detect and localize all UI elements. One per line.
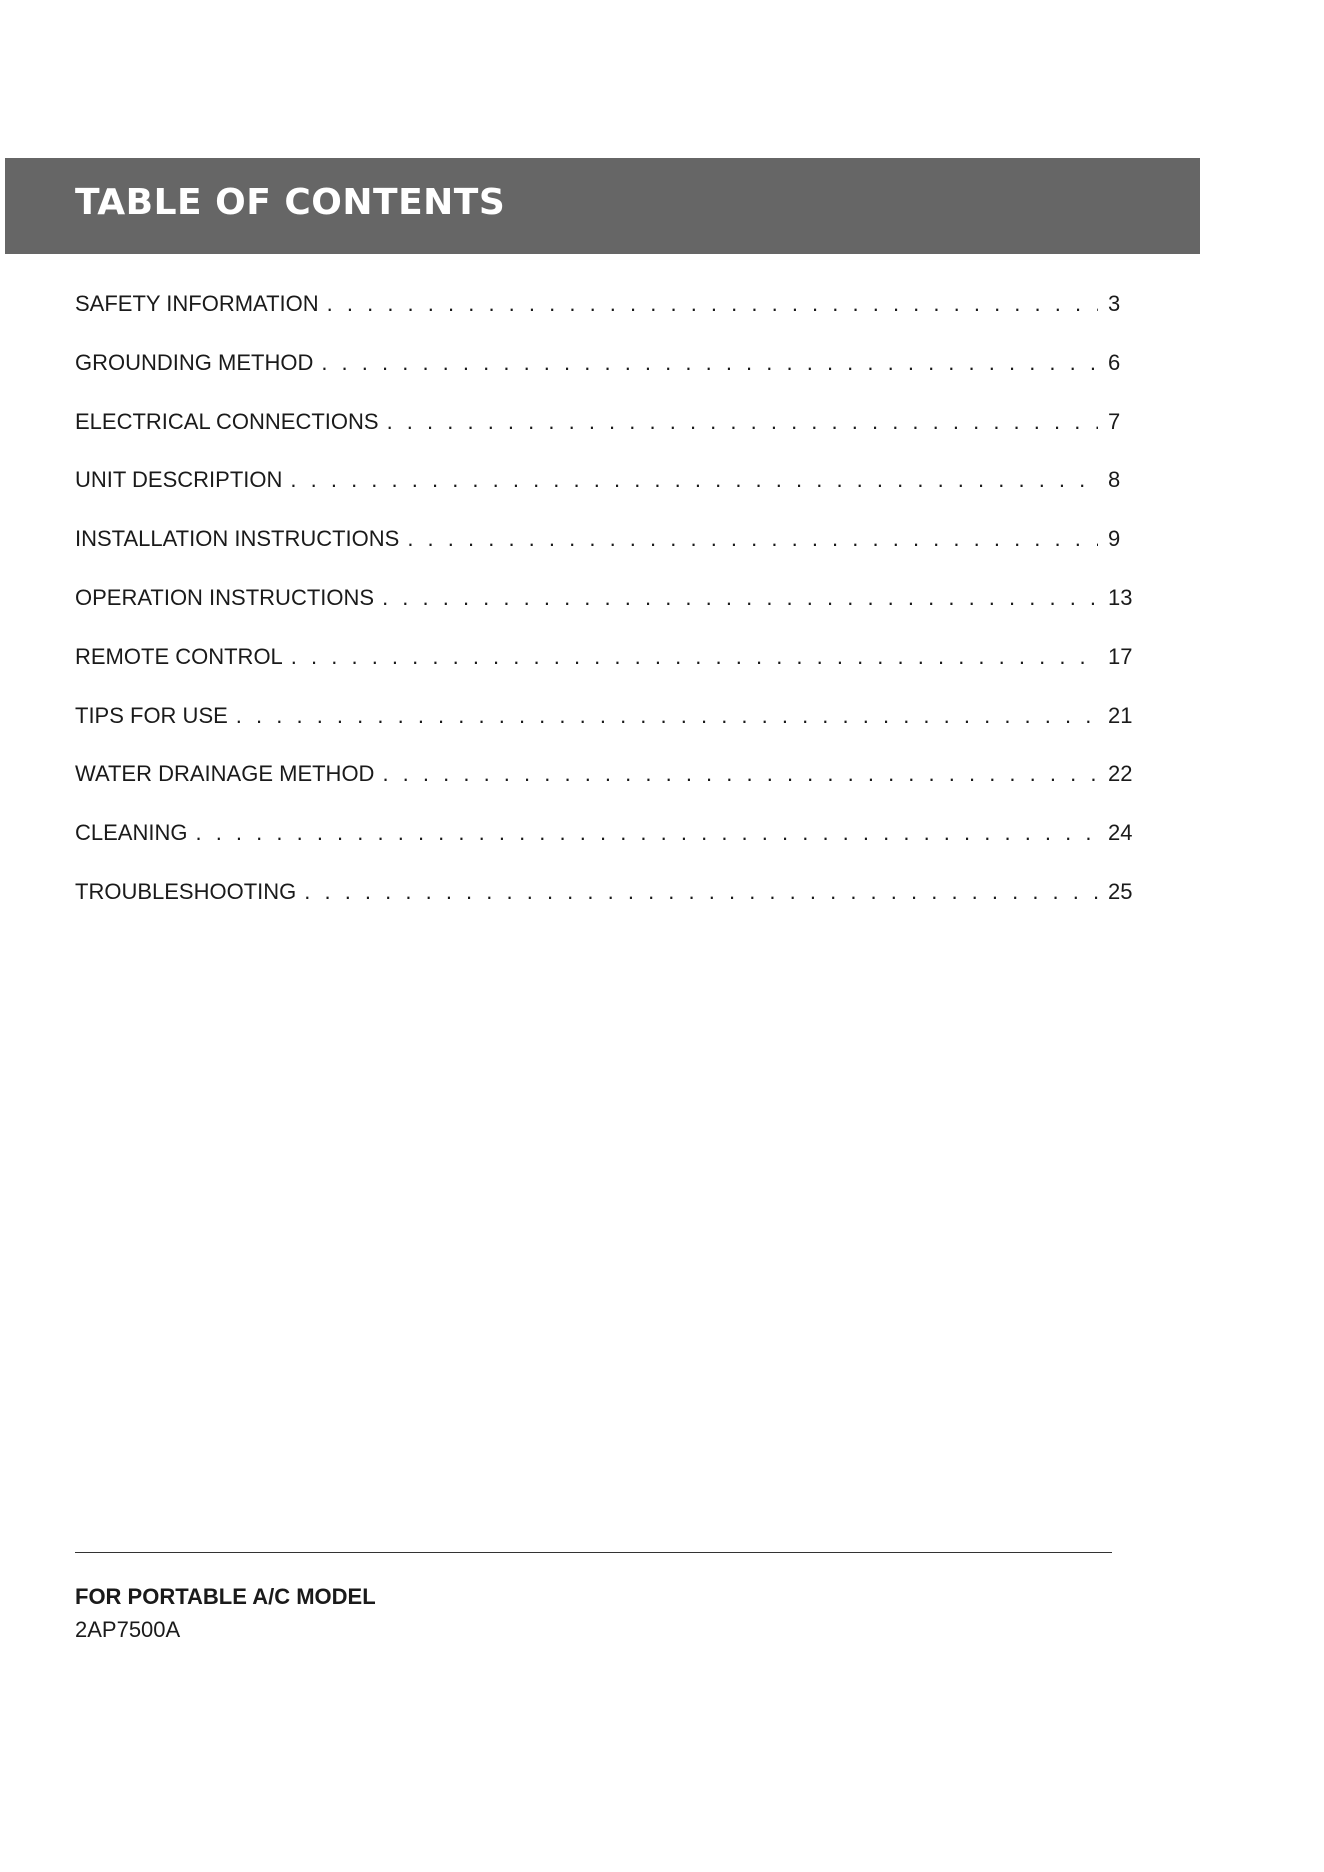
toc-dot-leader bbox=[327, 291, 1098, 317]
toc-entry-label: TIPS FOR USE bbox=[75, 702, 228, 728]
toc-dot-leader bbox=[387, 409, 1098, 435]
toc-entry-page: 21 bbox=[1108, 702, 1133, 728]
header-band bbox=[5, 158, 1200, 254]
table-of-contents bbox=[75, 291, 1133, 938]
toc-entry-label: WATER DRAINAGE METHOD bbox=[75, 761, 375, 787]
toc-entry-page: 3 bbox=[1108, 291, 1121, 316]
toc-entry-tips-for-use[interactable] bbox=[75, 702, 1133, 762]
toc-entry-label: INSTALLATION INSTRUCTIONS bbox=[75, 526, 400, 552]
toc-dot-leader bbox=[195, 820, 1098, 846]
toc-entry-remote-control[interactable] bbox=[75, 643, 1133, 703]
toc-dot-leader bbox=[291, 644, 1098, 670]
toc-dot-leader bbox=[382, 761, 1098, 787]
toc-entry-label: TROUBLESHOOTING bbox=[75, 878, 297, 904]
toc-entry-page: 9 bbox=[1108, 526, 1121, 552]
toc-entry-operation-instructions[interactable] bbox=[75, 584, 1133, 644]
toc-entry-label: ELECTRICAL CONNECTIONS bbox=[75, 408, 379, 434]
toc-entry-page: 22 bbox=[1108, 761, 1133, 787]
toc-entry-page: 24 bbox=[1108, 820, 1133, 846]
toc-entry-label: UNIT DESCRIPTION bbox=[75, 467, 283, 493]
toc-dot-leader bbox=[321, 350, 1098, 376]
toc-entry-safety-information[interactable] bbox=[75, 291, 1120, 350]
toc-dot-leader bbox=[236, 703, 1098, 729]
toc-entry-cleaning[interactable] bbox=[75, 820, 1133, 879]
toc-dot-leader bbox=[290, 467, 1098, 493]
toc-entry-label: CLEANING bbox=[75, 820, 188, 846]
toc-entry-page: 13 bbox=[1108, 584, 1133, 610]
footer-divider bbox=[75, 1552, 1112, 1553]
toc-dot-leader bbox=[407, 526, 1098, 552]
toc-entry-label: REMOTE CONTROL bbox=[75, 643, 283, 669]
toc-entry-label: GROUNDING METHOD bbox=[75, 349, 314, 375]
toc-entry-electrical-connections[interactable] bbox=[75, 409, 1120, 468]
toc-entry-troubleshooting[interactable] bbox=[75, 878, 1133, 938]
toc-entry-label: SAFETY INFORMATION bbox=[75, 291, 319, 316]
toc-entry-water-drainage-method[interactable] bbox=[75, 761, 1133, 820]
toc-entry-grounding-method[interactable] bbox=[75, 350, 1120, 409]
toc-entry-unit-description[interactable] bbox=[75, 467, 1120, 526]
toc-entry-page: 7 bbox=[1108, 408, 1121, 434]
page-title: TABLE OF CONTENTS bbox=[75, 182, 506, 223]
toc-entry-page: 8 bbox=[1108, 467, 1121, 493]
toc-entry-installation-instructions[interactable] bbox=[75, 526, 1120, 585]
model-number: 2AP7500A bbox=[75, 1617, 181, 1642]
toc-entry-page: 6 bbox=[1108, 349, 1121, 375]
toc-dot-leader bbox=[304, 879, 1098, 905]
toc-entry-page: 25 bbox=[1108, 878, 1133, 904]
footer-heading: FOR PORTABLE A/C MODEL bbox=[75, 1584, 376, 1609]
toc-dot-leader bbox=[382, 585, 1098, 611]
toc-entry-label: OPERATION INSTRUCTIONS bbox=[75, 584, 375, 610]
toc-entry-page: 17 bbox=[1108, 643, 1133, 669]
